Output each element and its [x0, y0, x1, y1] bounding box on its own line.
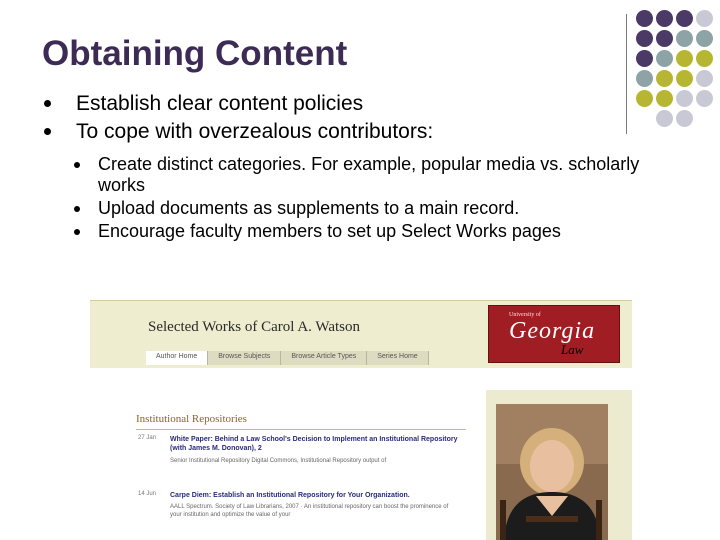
- sub-bullet-dot-icon: [74, 229, 80, 235]
- author-portrait-icon: [496, 404, 608, 540]
- sub-bullet-text: Create distinct categories. For example, popular media vs. scholarly works: [98, 154, 640, 195]
- sub-bullet-item: [74, 154, 642, 196]
- dot-gray: [676, 30, 693, 47]
- bullet-text: Establish clear content policies: [76, 92, 364, 115]
- georgia-law-logo: [488, 305, 620, 363]
- selectedworks-nav: [146, 351, 429, 365]
- selectedworks-header-screenshot: [90, 300, 632, 368]
- sub-bullet-item: [74, 198, 642, 219]
- item-description: Senior Institutional Repository Digital Commons, Institutional Repository output of: [170, 458, 387, 464]
- slide-title: Obtaining Content: [42, 34, 348, 73]
- sub-bullet-item: [74, 221, 642, 242]
- author-photo: [496, 404, 608, 540]
- logo-georgia-text: Georgia: [509, 318, 596, 344]
- section-divider: [136, 429, 466, 430]
- bullet-item: [42, 118, 642, 146]
- bullet-dot-icon: [44, 128, 51, 135]
- dot-light: [696, 10, 713, 27]
- tab-author-home[interactable]: Author Home: [146, 351, 208, 365]
- dot-yellow: [676, 70, 693, 87]
- sub-bullet-text: Encourage faculty members to set up Select Works pages: [98, 221, 561, 241]
- dot-gray: [656, 50, 673, 67]
- dot-light: [696, 90, 713, 107]
- item-date: 14 Jun: [138, 491, 157, 497]
- item-date: 27 Jan: [138, 435, 157, 441]
- bullet-dot-icon: [44, 100, 51, 107]
- section-title: Institutional Repositories: [136, 413, 247, 425]
- decorative-dot-grid: [634, 8, 720, 136]
- dot-purple: [636, 50, 653, 67]
- item-description: AALL Spectrum. Society of Law Librarians, 2007 · An institutional repository can boost the prominence of your institution and optimize the value of your: [170, 504, 449, 518]
- tab-browse-subjects[interactable]: Browse Subjects: [208, 351, 281, 365]
- dot-purple: [636, 10, 653, 27]
- dot-yellow: [656, 70, 673, 87]
- dot-light: [676, 110, 693, 127]
- sub-bullet-dot-icon: [74, 206, 80, 212]
- item-link[interactable]: Carpe Diem: Establish an Institutional Repository for Your Organization.: [170, 492, 410, 499]
- sub-bullet-dot-icon: [74, 162, 80, 168]
- bullet-list: [42, 90, 642, 242]
- sub-bullet-text: Upload documents as supplements to a main record.: [98, 198, 520, 218]
- tab-browse-article-types[interactable]: Browse Article Types: [281, 351, 367, 365]
- dot-yellow: [656, 90, 673, 107]
- author-photo-frame: [486, 390, 632, 540]
- selectedworks-page-title: Selected Works of Carol A. Watson: [148, 319, 360, 335]
- institutional-repositories-screenshot: [130, 405, 470, 540]
- dot-purple: [636, 30, 653, 47]
- dot-light: [656, 110, 673, 127]
- dot-purple: [656, 30, 673, 47]
- dot-light: [676, 90, 693, 107]
- bullet-item: [42, 90, 642, 118]
- dot-yellow: [676, 50, 693, 67]
- dot-purple: [676, 10, 693, 27]
- dot-gray: [696, 30, 713, 47]
- item-link[interactable]: White Paper: Behind a Law School's Decision to Implement an Institutional Repository (with James M. Donovan), 2: [170, 436, 458, 452]
- dot-light: [696, 70, 713, 87]
- dot-purple: [656, 10, 673, 27]
- sub-bullet-list: [74, 154, 642, 242]
- logo-law-text: Law: [561, 342, 584, 357]
- dot-gray: [636, 70, 653, 87]
- dot-yellow: [696, 50, 713, 67]
- bullet-text: To cope with overzealous contributors:: [76, 120, 434, 143]
- logo-university-text: University of: [509, 312, 541, 318]
- tab-series-home[interactable]: Series Home: [367, 351, 428, 365]
